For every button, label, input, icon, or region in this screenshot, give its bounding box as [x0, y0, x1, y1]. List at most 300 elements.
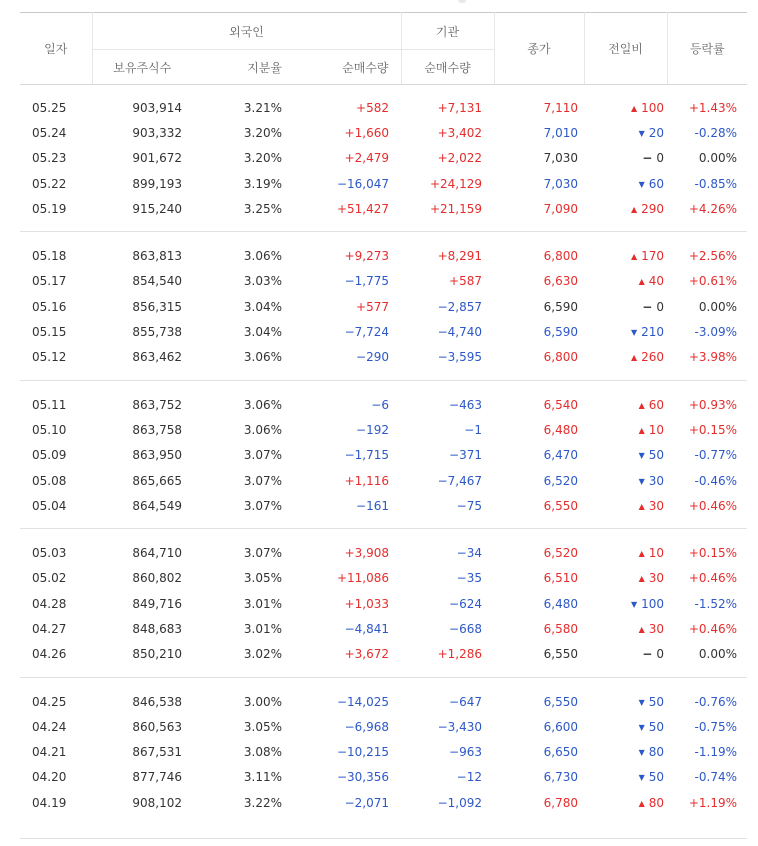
table-row — [20, 642, 747, 667]
share-ratio-cell: 3.03% — [243, 274, 282, 289]
change-rate-cell: -0.28% — [694, 125, 737, 140]
share-ratio-cell: 3.06% — [243, 249, 282, 264]
holdings-cell: 855,738 — [132, 325, 182, 340]
close-price-cell: 6,550 — [543, 498, 578, 513]
share-ratio-cell: 3.04% — [243, 299, 282, 314]
spacer-cell — [20, 370, 747, 381]
change-value: 20 — [648, 125, 664, 140]
share-ratio-cell: 3.05% — [243, 571, 282, 586]
holdings-cell: 848,683 — [132, 621, 182, 636]
change-value: 60 — [648, 176, 664, 191]
header-date: 일자 — [20, 13, 92, 85]
close-price-cell: 6,480 — [543, 422, 578, 437]
trading-table-body — [20, 85, 747, 826]
close-price-cell: 7,110 — [543, 100, 578, 115]
close-price-cell: 6,580 — [543, 621, 578, 636]
holdings-cell: 856,315 — [132, 299, 182, 314]
change-cell — [584, 790, 667, 815]
group-spacer — [20, 679, 747, 689]
inst-net-cell: −34 — [456, 546, 482, 561]
change-cell — [584, 443, 667, 468]
holdings-cell: 865,665 — [132, 473, 182, 488]
change-rate-cell: -0.74% — [694, 770, 737, 785]
foreign-net-cell: −1,715 — [344, 448, 389, 463]
holdings-cell: 915,240 — [132, 201, 182, 216]
foreign-net-cell: +1,116 — [344, 473, 389, 488]
change-cell — [584, 493, 667, 518]
close-price-cell: 6,520 — [543, 546, 578, 561]
date-cell: 05.22 — [32, 176, 67, 191]
change-rate-cell: -1.52% — [694, 596, 737, 611]
change-cell — [584, 95, 667, 120]
close-price-cell: 7,090 — [543, 201, 578, 216]
group-spacer — [20, 370, 747, 381]
change-value: 210 — [641, 325, 664, 340]
close-price-cell: 7,030 — [543, 151, 578, 166]
change-value: 30 — [648, 621, 664, 636]
change-value: 50 — [648, 694, 664, 709]
holdings-cell: 864,549 — [132, 498, 182, 513]
close-price-cell: 6,630 — [543, 274, 578, 289]
change-cell — [584, 269, 667, 294]
holdings-cell: 860,802 — [132, 571, 182, 586]
inst-net-cell: +24,129 — [429, 176, 482, 191]
change-cell — [584, 740, 667, 765]
inst-net-cell: −963 — [449, 745, 482, 760]
foreign-net-cell: −1,775 — [344, 274, 389, 289]
date-cell: 05.09 — [32, 448, 67, 463]
foreign-net-cell: −16,047 — [336, 176, 389, 191]
down-triangle-icon: ▼ — [638, 179, 645, 189]
group-spacer — [20, 815, 747, 825]
close-price-cell: 6,540 — [543, 397, 578, 412]
table-row — [20, 591, 747, 616]
foreign-net-cell: +1,033 — [344, 596, 389, 611]
change-cell — [584, 417, 667, 442]
share-ratio-cell: 3.11% — [243, 770, 282, 785]
foreign-net-cell: +582 — [356, 100, 389, 115]
change-rate-cell: -0.75% — [694, 719, 737, 734]
up-triangle-icon: ▲ — [638, 549, 645, 559]
inst-net-cell: −1,092 — [437, 795, 482, 810]
date-cell: 05.03 — [32, 546, 67, 561]
foreign-net-cell: −290 — [356, 350, 389, 365]
inst-net-cell: +2,022 — [437, 151, 482, 166]
close-price-cell: 6,590 — [543, 299, 578, 314]
change-rate-cell: 0.00% — [698, 151, 737, 166]
change-cell — [584, 243, 667, 268]
date-cell: 04.21 — [32, 745, 67, 760]
share-ratio-cell: 3.20% — [243, 151, 282, 166]
inst-net-cell: −12 — [456, 770, 482, 785]
change-value: 10 — [648, 546, 664, 561]
up-triangle-icon: ▲ — [638, 277, 645, 287]
change-rate-cell: +0.93% — [688, 397, 737, 412]
change-cell — [584, 642, 667, 667]
up-triangle-icon: ▲ — [630, 252, 638, 262]
group-spacer — [20, 667, 747, 678]
date-cell: 04.26 — [32, 647, 67, 662]
table-row — [20, 566, 747, 591]
change-value: 0 — [656, 647, 664, 662]
change-value: 30 — [648, 473, 664, 488]
inst-net-cell: −35 — [456, 571, 482, 586]
share-ratio-cell: 3.06% — [243, 397, 282, 412]
change-rate-cell: +0.15% — [688, 422, 737, 437]
inst-net-cell: −7,467 — [437, 473, 482, 488]
change-cell — [584, 146, 667, 171]
change-rate-cell: -0.85% — [694, 176, 737, 191]
change-rate-cell: -0.46% — [694, 473, 737, 488]
change-value: 170 — [641, 249, 664, 264]
date-cell: 05.23 — [32, 151, 67, 166]
change-value: 260 — [641, 350, 664, 365]
share-ratio-cell: 3.00% — [243, 694, 282, 709]
dash-icon: − — [642, 647, 653, 662]
holdings-cell: 860,563 — [132, 719, 182, 734]
date-cell: 04.24 — [32, 719, 67, 734]
close-price-cell: 6,650 — [543, 745, 578, 760]
date-cell: 04.19 — [32, 795, 67, 810]
holdings-cell: 867,531 — [132, 745, 182, 760]
change-rate-cell: -0.77% — [694, 448, 737, 463]
up-triangle-icon: ▲ — [638, 400, 645, 410]
header-change: 전일비 — [584, 13, 667, 85]
date-cell: 05.02 — [32, 571, 67, 586]
share-ratio-cell: 3.06% — [243, 422, 282, 437]
inst-net-cell: −647 — [449, 694, 482, 709]
down-triangle-icon: ▼ — [638, 128, 645, 138]
change-cell — [584, 294, 667, 319]
change-value: 60 — [648, 397, 664, 412]
down-triangle-icon: ▼ — [638, 748, 645, 758]
dash-icon: − — [642, 299, 653, 314]
foreign-net-cell: +1,660 — [344, 125, 389, 140]
change-rate-cell: +4.26% — [688, 201, 737, 216]
change-cell — [584, 196, 667, 221]
inst-net-cell: −624 — [449, 596, 482, 611]
table-row — [20, 468, 747, 493]
down-triangle-icon: ▼ — [638, 697, 645, 707]
down-triangle-icon: ▼ — [630, 328, 638, 338]
change-rate-cell: +0.15% — [688, 546, 737, 561]
table-row — [20, 319, 747, 344]
table-bottom-border — [20, 838, 747, 839]
holdings-cell: 863,462 — [132, 350, 182, 365]
table-row — [20, 294, 747, 319]
change-rate-cell: -1.19% — [694, 745, 737, 760]
foreign-institution-trading-table-container — [20, 12, 747, 825]
up-triangle-icon: ▲ — [638, 425, 645, 435]
date-cell: 05.10 — [32, 422, 67, 437]
share-ratio-cell: 3.07% — [243, 498, 282, 513]
holdings-cell: 854,540 — [132, 274, 182, 289]
close-price-cell: 6,780 — [543, 795, 578, 810]
up-triangle-icon: ▲ — [638, 501, 645, 511]
date-cell: 05.16 — [32, 299, 67, 314]
table-row — [20, 689, 747, 714]
close-price-cell: 6,800 — [543, 350, 578, 365]
close-price-cell: 6,550 — [543, 647, 578, 662]
down-triangle-icon: ▼ — [638, 773, 645, 783]
share-ratio-cell: 3.07% — [243, 546, 282, 561]
foreign-net-cell: −4,841 — [344, 621, 389, 636]
close-price-cell: 6,470 — [543, 448, 578, 463]
spacer-cell — [20, 221, 747, 232]
share-ratio-cell: 3.20% — [243, 125, 282, 140]
close-price-cell: 7,030 — [543, 176, 578, 191]
header-foreign-net: 순매수량 — [294, 50, 401, 85]
header-change-rate: 등락률 — [667, 13, 747, 85]
change-value: 100 — [641, 100, 664, 115]
change-cell — [584, 714, 667, 739]
change-cell — [584, 392, 667, 417]
foreign-net-cell: +577 — [356, 299, 389, 314]
foreign-net-cell: −7,724 — [344, 325, 389, 340]
holdings-cell: 846,538 — [132, 694, 182, 709]
inst-net-cell: +8,291 — [437, 249, 482, 264]
close-price-cell: 7,010 — [543, 125, 578, 140]
share-ratio-cell: 3.02% — [243, 647, 282, 662]
change-value: 30 — [648, 498, 664, 513]
table-row — [20, 269, 747, 294]
holdings-cell: 908,102 — [132, 795, 182, 810]
change-cell — [584, 345, 667, 370]
date-cell: 05.24 — [32, 125, 67, 140]
holdings-cell: 903,332 — [132, 125, 182, 140]
foreign-net-cell: −6 — [371, 397, 389, 412]
spacer-cell — [20, 85, 747, 96]
inst-net-cell: +1,286 — [437, 647, 482, 662]
change-rate-cell: +3.98% — [688, 350, 737, 365]
change-value: 50 — [648, 448, 664, 463]
inst-net-cell: −371 — [449, 448, 482, 463]
table-row — [20, 196, 747, 221]
up-triangle-icon: ▲ — [630, 353, 638, 363]
close-price-cell: 6,600 — [543, 719, 578, 734]
change-cell — [584, 616, 667, 641]
group-spacer — [20, 85, 747, 96]
up-triangle-icon: ▲ — [638, 798, 645, 808]
down-triangle-icon: ▼ — [630, 599, 638, 609]
inst-net-cell: +7,131 — [437, 100, 482, 115]
share-ratio-cell: 3.25% — [243, 201, 282, 216]
inst-net-cell: −4,740 — [437, 325, 482, 340]
inst-net-cell: −668 — [449, 621, 482, 636]
spacer-cell — [20, 679, 747, 689]
group-spacer — [20, 518, 747, 529]
change-cell — [584, 689, 667, 714]
foreign-net-cell: +3,672 — [344, 647, 389, 662]
holdings-cell: 850,210 — [132, 647, 182, 662]
change-value: 10 — [648, 422, 664, 437]
spacer-cell — [20, 667, 747, 678]
table-row — [20, 146, 747, 171]
foreign-net-cell: +2,479 — [344, 151, 389, 166]
close-price-cell: 6,550 — [543, 694, 578, 709]
down-triangle-icon: ▼ — [638, 451, 645, 461]
table-row — [20, 171, 747, 196]
share-ratio-cell: 3.07% — [243, 473, 282, 488]
change-rate-cell: 0.00% — [698, 299, 737, 314]
date-cell: 04.28 — [32, 596, 67, 611]
foreign-net-cell: −2,071 — [344, 795, 389, 810]
down-triangle-icon: ▼ — [638, 722, 645, 732]
change-cell — [584, 591, 667, 616]
holdings-cell: 901,672 — [132, 151, 182, 166]
header-inst-net: 순매수량 — [401, 50, 494, 85]
date-cell: 05.04 — [32, 498, 67, 513]
table-row — [20, 345, 747, 370]
change-rate-cell: +2.56% — [688, 249, 737, 264]
date-cell: 04.25 — [32, 694, 67, 709]
share-ratio-cell: 3.06% — [243, 350, 282, 365]
close-price-cell: 6,800 — [543, 249, 578, 264]
inst-net-cell: −1 — [464, 422, 482, 437]
inst-net-cell: −463 — [449, 397, 482, 412]
group-spacer — [20, 382, 747, 392]
date-cell: 05.25 — [32, 100, 67, 115]
date-cell: 05.11 — [32, 397, 67, 412]
inst-net-cell: −2,857 — [437, 299, 482, 314]
change-cell — [584, 468, 667, 493]
share-ratio-cell: 3.21% — [243, 100, 282, 115]
header-institution: 기관 — [401, 13, 494, 50]
change-value: 50 — [648, 770, 664, 785]
change-value: 80 — [648, 745, 664, 760]
share-ratio-cell: 3.22% — [243, 795, 282, 810]
close-price-cell: 6,480 — [543, 596, 578, 611]
foreign-net-cell: −30,356 — [336, 770, 389, 785]
group-spacer — [20, 530, 747, 540]
table-row — [20, 616, 747, 641]
inst-net-cell: −3,430 — [437, 719, 482, 734]
up-triangle-icon: ▲ — [638, 624, 645, 634]
change-rate-cell: +1.19% — [688, 795, 737, 810]
holdings-cell: 863,752 — [132, 397, 182, 412]
foreign-net-cell: +9,273 — [344, 249, 389, 264]
change-cell — [584, 171, 667, 196]
change-rate-cell: 0.00% — [698, 647, 737, 662]
date-cell: 05.17 — [32, 274, 67, 289]
holdings-cell: 903,914 — [132, 100, 182, 115]
table-row — [20, 765, 747, 790]
date-cell: 04.20 — [32, 770, 67, 785]
change-value: 0 — [656, 151, 664, 166]
inst-net-cell: +587 — [449, 274, 482, 289]
table-row — [20, 714, 747, 739]
holdings-cell: 863,813 — [132, 249, 182, 264]
change-value: 0 — [656, 299, 664, 314]
share-ratio-cell: 3.19% — [243, 176, 282, 191]
change-rate-cell: -3.09% — [694, 325, 737, 340]
change-value: 30 — [648, 571, 664, 586]
dash-icon: − — [642, 151, 653, 166]
change-cell — [584, 566, 667, 591]
share-ratio-cell: 3.07% — [243, 448, 282, 463]
table-row — [20, 790, 747, 815]
holdings-cell: 864,710 — [132, 546, 182, 561]
scroll-indicator — [458, 0, 466, 3]
close-price-cell: 6,730 — [543, 770, 578, 785]
foreign-net-cell: −161 — [356, 498, 389, 513]
spacer-cell — [20, 518, 747, 529]
foreign-net-cell: +3,908 — [344, 546, 389, 561]
foreign-net-cell: −6,968 — [344, 719, 389, 734]
table-row — [20, 243, 747, 268]
trading-table — [20, 12, 747, 825]
date-cell: 05.19 — [32, 201, 67, 216]
spacer-cell — [20, 382, 747, 392]
date-cell: 05.12 — [32, 350, 67, 365]
change-cell — [584, 319, 667, 344]
change-rate-cell: +1.43% — [688, 100, 737, 115]
foreign-net-cell: +51,427 — [336, 201, 389, 216]
share-ratio-cell: 3.05% — [243, 719, 282, 734]
table-row — [20, 740, 747, 765]
change-value: 290 — [641, 201, 664, 216]
header-holdings: 보유주식수 — [92, 50, 192, 85]
date-cell: 05.18 — [32, 249, 67, 264]
date-cell: 04.27 — [32, 621, 67, 636]
change-cell — [584, 540, 667, 565]
change-rate-cell: +0.46% — [688, 498, 737, 513]
header-close: 종가 — [494, 13, 584, 85]
foreign-net-cell: −192 — [356, 422, 389, 437]
header-share-ratio: 지분율 — [192, 50, 294, 85]
holdings-cell: 849,716 — [132, 596, 182, 611]
table-row — [20, 417, 747, 442]
share-ratio-cell: 3.08% — [243, 745, 282, 760]
change-rate-cell: +0.46% — [688, 571, 737, 586]
date-cell: 05.15 — [32, 325, 67, 340]
change-cell — [584, 765, 667, 790]
inst-net-cell: +3,402 — [437, 125, 482, 140]
change-rate-cell: +0.61% — [688, 274, 737, 289]
table-row — [20, 120, 747, 145]
table-row — [20, 95, 747, 120]
share-ratio-cell: 3.01% — [243, 596, 282, 611]
inst-net-cell: −75 — [456, 498, 482, 513]
date-cell: 05.08 — [32, 473, 67, 488]
table-row — [20, 493, 747, 518]
spacer-cell — [20, 233, 747, 243]
table-row — [20, 540, 747, 565]
holdings-cell: 899,193 — [132, 176, 182, 191]
inst-net-cell: −3,595 — [437, 350, 482, 365]
table-row — [20, 392, 747, 417]
change-rate-cell: +0.46% — [688, 621, 737, 636]
share-ratio-cell: 3.04% — [243, 325, 282, 340]
group-spacer — [20, 221, 747, 232]
holdings-cell: 863,950 — [132, 448, 182, 463]
close-price-cell: 6,510 — [543, 571, 578, 586]
table-row — [20, 443, 747, 468]
change-value: 50 — [648, 719, 664, 734]
change-value: 100 — [641, 596, 664, 611]
share-ratio-cell: 3.01% — [243, 621, 282, 636]
change-rate-cell: -0.76% — [694, 694, 737, 709]
change-value: 40 — [648, 274, 664, 289]
header-foreign: 외국인 — [92, 13, 401, 50]
spacer-cell — [20, 815, 747, 825]
holdings-cell: 863,758 — [132, 422, 182, 437]
up-triangle-icon: ▲ — [630, 204, 638, 214]
spacer-cell — [20, 530, 747, 540]
foreign-net-cell: −10,215 — [336, 745, 389, 760]
up-triangle-icon: ▲ — [630, 103, 638, 113]
holdings-cell: 877,746 — [132, 770, 182, 785]
